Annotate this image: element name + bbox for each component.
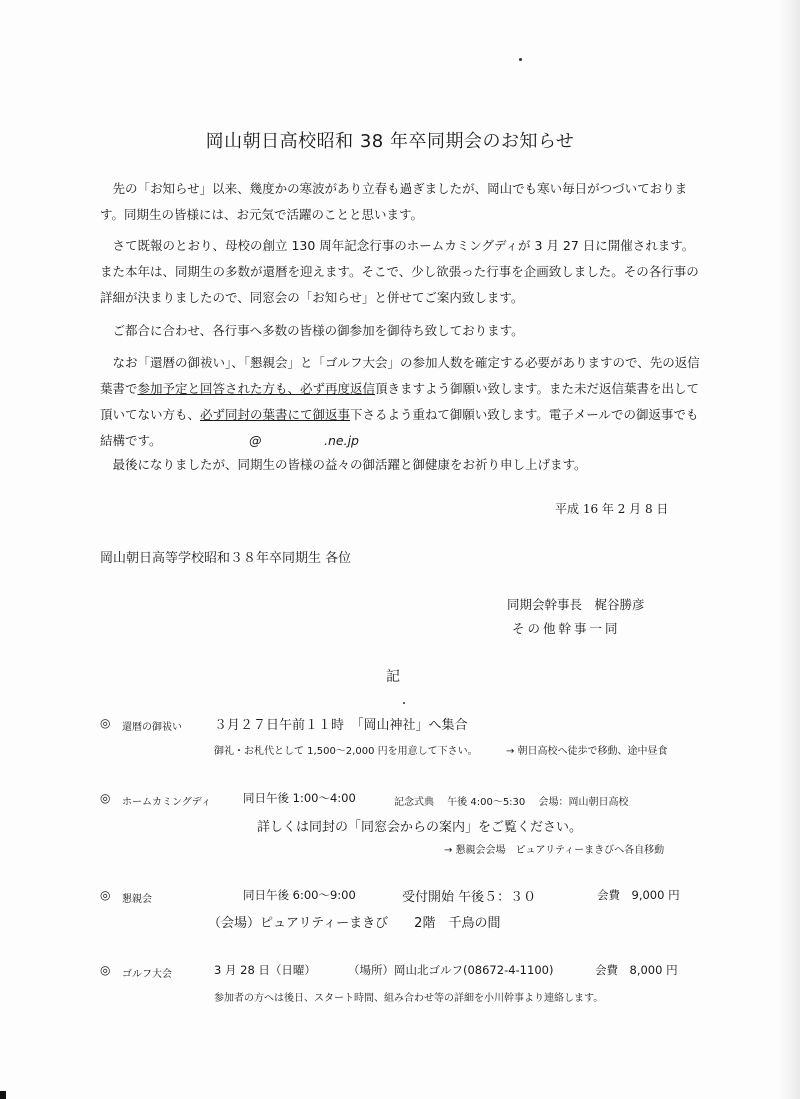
event-name-golf: ゴルフ大会 [122, 969, 172, 980]
bullet-mark: ◎ [100, 791, 111, 805]
paragraph-greeting: 先の「お知らせ」以来、幾度かの寒波があり立春も過ぎましたが、岡山でも寒い毎日がつづいております。同期生の皆様には、お元気で活躍のことと思います。 [100, 181, 688, 222]
event-place-golf: （場所）岡山北ゴルフ(08672-4-1100) [348, 963, 554, 977]
event-detail-homecoming: 詳しくは同封の「同窓会からの案内」をご覧ください。 [257, 820, 583, 835]
email-domain: .ne.jp [324, 433, 359, 448]
event-ceremony: 記念式典 午後 4:00～5:30 会場：岡山朝日高校 [394, 797, 629, 808]
email-at: @ [249, 433, 262, 448]
scan-corner-mark [0, 1091, 6, 1099]
event-date-golf: 3 月 28 日（日曜） [214, 963, 316, 977]
document-title: 岡山朝日高校昭和 38 年卒同期会のお知らせ [205, 131, 575, 152]
addressee: 岡山朝日高等学校昭和３８年卒同期生 各位 [100, 551, 352, 566]
scan-edge-shadow [778, 0, 800, 1099]
event-time-party: 同日午後 6:00～9:00 [243, 888, 356, 902]
bullet-mark: ◎ [100, 963, 111, 977]
event-name-party: 懇親会 [122, 894, 152, 905]
event-reception-party: 受付開始 午後５：３０ [402, 890, 537, 905]
paragraph-invitation: ご都合に合わせ、各行事へ多数の皆様の御参加を御待ち致しております。 [112, 323, 524, 338]
letter-date: 平成 16 年 2 月 8 日 [555, 502, 669, 516]
event-name-harai: 還暦の御祓い [122, 722, 182, 733]
bullet-mark: ◎ [100, 716, 111, 730]
scan-speck [403, 702, 405, 704]
event-venue-party: （会場）ピュアリティーまきび 2階 千鳥の間 [208, 916, 501, 931]
event-note2-harai: → 朝日高校へ徒歩で移動、途中昼食 [506, 746, 668, 757]
signature-others: その他幹事一同 [512, 621, 621, 636]
paragraph-closing: 最後になりましたが、同期生の皆様の益々の御活躍と御健康をお祈り申し上げます。 [112, 457, 587, 472]
event-note-harai: 御礼・お札代として 1,500～2,000 円を用意して下さい。 [214, 746, 478, 757]
event-note-golf: 参加者の方へは後日、スタート時間、組み合わせ等の詳細を小川幹事より連絡します。 [214, 993, 604, 1004]
notes-heading: 記 [386, 669, 400, 685]
paragraph-rsvp-request: なお「還暦の御祓い」、「懇親会」と「ゴルフ大会」の参加人数を確定する必要がありますので、先の返信葉書で参加予定と回答された方も、必ず再度返信頂きますよう御願い致します。また未だ返信葉書を出して頂いてない方も、必ず同封の葉書にて御返事下さるよう重ねて御願い致します。電子メールでの御返事でも結構です。 @ .ne.jp [100, 355, 700, 448]
event-note-homecoming: → 懇親会会場 ピュアリティーまきびへ各自移動 [444, 845, 665, 856]
paragraph-event-intro: さて既報のとおり、母校の創立 130 周年記念行事のホームカミングディが 3 月 27 日に開催されます。また本年は、同期生の多数が還暦を迎えます。そこで、少し欲張った行事を企画致しました。その各行事の詳細が決まりましたので、同窓会の「お知らせ」と併せてご案内致します。 [100, 238, 699, 305]
event-time-harai: ３月２７日午前１１時 「岡山神社」へ集合 [214, 718, 468, 733]
bullet-mark: ◎ [100, 888, 111, 902]
event-name-homecoming: ホームカミングディ [122, 797, 211, 808]
signature-chair: 同期会幹事長 梶谷勝彦 [507, 597, 645, 612]
event-time-homecoming: 同日午後 1:00～4:00 [243, 791, 356, 805]
underlined-text: 必ず同封の葉書にて御返事 [200, 407, 351, 422]
event-fee-golf: 会費 8,000 円 [595, 963, 678, 977]
event-fee-party: 会費 9,000 円 [597, 888, 680, 902]
underlined-text: 参加予定と回答された方も、必ず再度返信 [137, 381, 376, 396]
scan-speck [519, 58, 522, 61]
